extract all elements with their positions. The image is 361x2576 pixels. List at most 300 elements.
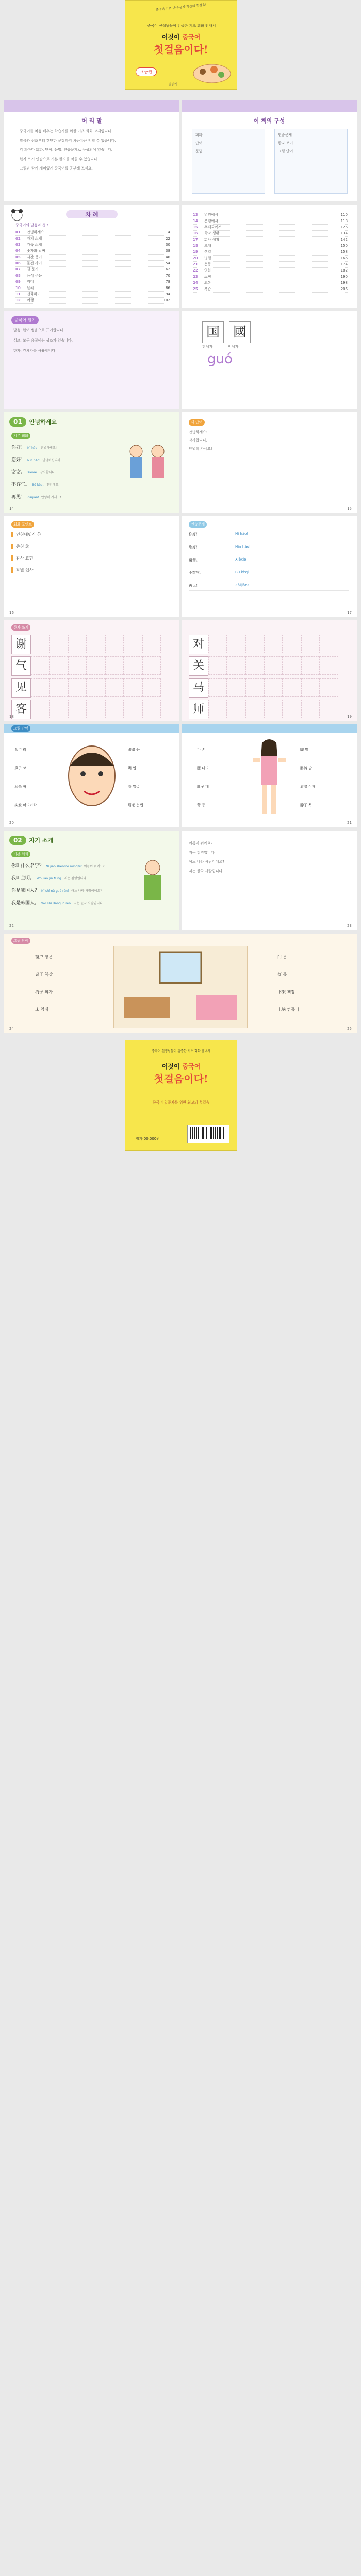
dialogue-korean: 이름이 뭐예요? bbox=[84, 865, 105, 868]
exercise-pinyin: Nǐ hǎo! bbox=[235, 532, 249, 536]
writing-model-char: 谢 bbox=[11, 635, 31, 654]
page-number: 18 bbox=[9, 715, 14, 719]
writing-grid-left bbox=[11, 635, 161, 721]
lesson1-dialogue-label: 기본 회화 bbox=[11, 433, 30, 439]
toc-entry-page: 174 bbox=[340, 262, 348, 266]
toc-entry bbox=[193, 249, 348, 256]
toc-entry-title: 자기 소개 bbox=[27, 236, 42, 241]
writing-practice-cell bbox=[105, 678, 124, 697]
dialogue-pinyin: Bú kèqi. bbox=[32, 483, 45, 487]
page-number: 23 bbox=[347, 924, 352, 928]
writing-practice-cell bbox=[283, 635, 301, 653]
dialogue-pinyin: Nín hǎo! bbox=[27, 459, 41, 462]
toc-entry-number: 03 bbox=[15, 243, 21, 247]
writing-practice-cell bbox=[124, 700, 142, 718]
intro-line: 성조: 모든 음절에는 성조가 있습니다. bbox=[13, 338, 73, 343]
writing-practice-cell bbox=[68, 656, 87, 675]
toc-entry-page: 14 bbox=[166, 230, 170, 234]
room-spread bbox=[0, 934, 361, 1037]
dialogue-line bbox=[11, 441, 114, 451]
room-word: 椅子 의자 bbox=[35, 990, 53, 994]
dialogue-pinyin: Wǒ jiào Jīn Míng. bbox=[37, 877, 62, 880]
dialogue-pinyin: Nǐ shì nǎ guó rén? bbox=[41, 889, 70, 893]
grammar-item: 인칭대명사 你 bbox=[11, 532, 171, 537]
toc-entry bbox=[15, 273, 170, 279]
structure-item: 그림 단어 bbox=[278, 149, 293, 154]
cover-title-highlight: 중국어 bbox=[182, 33, 201, 41]
toc-entry bbox=[193, 243, 348, 249]
toc-entry bbox=[15, 279, 170, 285]
dialogue-korean: 저는 한국 사람입니다. bbox=[73, 902, 104, 905]
toc-entry-number: 08 bbox=[15, 274, 21, 278]
preface-paragraph: 그림과 함께 재미있게 중국어를 공부해 보세요. bbox=[20, 166, 93, 171]
back-top-line: 중국어 선생님들이 검증한 기초 회화 안내서 bbox=[152, 1049, 210, 1053]
toc-entry-number: 22 bbox=[193, 268, 198, 273]
toc-entry-title: 명절 bbox=[204, 256, 211, 260]
toc-entry bbox=[193, 286, 348, 293]
two-people-illustration bbox=[121, 439, 172, 490]
exercise-hanzi: 谢谢。 bbox=[189, 558, 200, 562]
toc-entry bbox=[193, 274, 348, 280]
toc-entry bbox=[193, 212, 348, 218]
lesson1-left-page bbox=[4, 412, 179, 513]
dialogue-pinyin: Zàijiàn! bbox=[27, 496, 39, 499]
toc-entry bbox=[15, 248, 170, 255]
dialogue-pinyin: Xièxie. bbox=[27, 471, 38, 474]
page-number: 21 bbox=[347, 821, 352, 825]
writing-row bbox=[11, 656, 161, 676]
lesson2-explain-line: 이름이 뭐예요? bbox=[189, 841, 213, 845]
toc-entry-page: 126 bbox=[340, 225, 348, 229]
room-page bbox=[4, 934, 357, 1033]
page-number: 20 bbox=[9, 821, 14, 825]
toc-entry-title: 교통 bbox=[204, 281, 211, 285]
writing-practice-cell bbox=[264, 656, 283, 675]
grammar-item: 작별 인사 bbox=[11, 567, 171, 573]
writing-practice-cell bbox=[142, 678, 161, 697]
dialogue-line bbox=[11, 466, 114, 476]
writing-practice-cell bbox=[320, 678, 338, 697]
writing-practice-cell bbox=[227, 678, 245, 697]
dialogue-korean: 저는 김명입니다. bbox=[64, 877, 88, 880]
toc-entry bbox=[193, 225, 348, 231]
lesson1-explanation bbox=[189, 430, 349, 451]
intro-label: 중국어 알기 bbox=[11, 316, 39, 324]
room-word: 门 문 bbox=[277, 955, 287, 959]
toc-entry bbox=[193, 256, 348, 262]
structure-item: 단어 bbox=[195, 141, 203, 145]
writing-model-char: 关 bbox=[189, 656, 208, 676]
toc-entry bbox=[15, 298, 170, 304]
toc-entry-page: 182 bbox=[340, 268, 348, 273]
writing-practice-cell bbox=[124, 635, 142, 653]
toc-entry-number: 25 bbox=[193, 287, 198, 291]
picture-word: 肚子 배 bbox=[197, 785, 209, 789]
intro-line: 발음: 한어 병음으로 표기합니다. bbox=[13, 328, 65, 332]
lesson1-title: 안녕하세요 bbox=[29, 419, 57, 426]
toc-entry-number: 14 bbox=[193, 219, 198, 223]
toc-entry-number: 18 bbox=[193, 244, 198, 248]
lesson2-spread bbox=[0, 831, 361, 934]
room-word: 床 침대 bbox=[35, 1007, 48, 1012]
writing-practice-cell bbox=[208, 635, 227, 653]
dialogue-hanzi: 你叫什么名字？ bbox=[11, 863, 44, 869]
writing-practice-cell bbox=[87, 700, 105, 718]
intro-pinyin: guó bbox=[207, 351, 233, 367]
toc-entry-number: 02 bbox=[15, 236, 21, 241]
toc-entry-page: 206 bbox=[340, 287, 348, 291]
writing-practice-cell bbox=[50, 656, 68, 675]
dialogue-korean: 안녕히 가세요! bbox=[41, 496, 61, 499]
toc-entry bbox=[193, 262, 348, 268]
dialogue-line bbox=[11, 453, 114, 463]
writing-practice-cell bbox=[87, 656, 105, 675]
room-label: 그림 단어 bbox=[11, 938, 30, 944]
lesson1-explain-line: 안녕하세요! bbox=[189, 430, 208, 434]
writing-practice-cell bbox=[31, 656, 50, 675]
writing-practice-cell bbox=[31, 635, 50, 653]
intro-left-page bbox=[4, 311, 179, 409]
intro-side-label: 간체자 bbox=[202, 345, 213, 349]
lesson2-explain-line: 저는 한국 사람입니다. bbox=[189, 869, 224, 873]
panda-icon bbox=[9, 209, 25, 222]
lesson2-header bbox=[9, 836, 53, 845]
lesson2-number: 02 bbox=[9, 836, 26, 845]
room-word: 窗户 창문 bbox=[35, 955, 53, 959]
writing-practice-cell bbox=[105, 635, 124, 653]
dialogue-hanzi: 你是哪国人？ bbox=[11, 888, 40, 893]
writing-practice-cell bbox=[227, 635, 245, 653]
toc-entry-page: 118 bbox=[340, 219, 348, 223]
writing-practice-cell bbox=[208, 656, 227, 675]
face-page bbox=[4, 724, 179, 827]
page-number: 22 bbox=[9, 924, 14, 928]
toc-entry-page: 70 bbox=[166, 274, 170, 278]
toc-entry-number: 05 bbox=[15, 255, 21, 259]
toc-entry-title: 우체국에서 bbox=[204, 225, 222, 229]
writing-practice-cell bbox=[50, 700, 68, 718]
back-title-part2: 첫걸음이다! bbox=[154, 1073, 208, 1085]
toc-entry-number: 12 bbox=[15, 298, 21, 302]
intro-hanzi-simplified: 国 bbox=[202, 321, 224, 343]
toc-entry-title: 회사 생활 bbox=[204, 238, 220, 242]
writing-practice-cell bbox=[208, 700, 227, 718]
toc-list-right bbox=[193, 212, 348, 293]
lesson2-explain-line: 어느 나라 사람이에요? bbox=[189, 860, 225, 864]
toc-entry-title: 가족 소개 bbox=[27, 243, 42, 247]
toc-entry-title: 쇼핑 bbox=[204, 275, 211, 279]
structure-sample-right bbox=[274, 129, 348, 194]
toc-entry bbox=[193, 231, 348, 237]
toc-entry-title: 안녕하세요 bbox=[27, 230, 44, 234]
toc-entry-number: 13 bbox=[193, 213, 198, 217]
writing-practice-cell bbox=[283, 656, 301, 675]
writing-practice-cell bbox=[31, 700, 50, 718]
room-word: 桌子 책상 bbox=[35, 972, 53, 977]
toc-entry-number: 04 bbox=[15, 249, 21, 253]
writing-practice-cell bbox=[245, 656, 264, 675]
dialogue-hanzi: 我是韩国人。 bbox=[11, 901, 40, 906]
writing-practice-cell bbox=[245, 635, 264, 653]
toc-entry-page: 30 bbox=[166, 243, 170, 247]
writing-row bbox=[189, 635, 338, 654]
page-number: 14 bbox=[9, 506, 14, 511]
toc-title: 차 례 bbox=[66, 210, 118, 218]
lesson2-title: 자기 소개 bbox=[29, 837, 54, 844]
writing-practice-cell bbox=[208, 678, 227, 697]
writing-practice-cell bbox=[227, 656, 245, 675]
body-illustration bbox=[249, 738, 290, 820]
writing-practice-cell bbox=[245, 678, 264, 697]
intro-hanzi-traditional: 國 bbox=[229, 321, 251, 343]
dialogue-korean: 감사합니다. bbox=[40, 471, 56, 474]
writing-practice-cell bbox=[301, 700, 320, 718]
preface-page bbox=[4, 100, 179, 201]
dialogue-hanzi: 不客气。 bbox=[11, 482, 30, 487]
writing-practice-cell bbox=[320, 635, 338, 653]
lesson1-spread bbox=[0, 412, 361, 516]
cover-illustration bbox=[191, 59, 233, 84]
writing-model-char: 气 bbox=[11, 656, 31, 676]
back-cover bbox=[125, 1040, 237, 1151]
dialogue-korean: 천만에요. bbox=[46, 483, 60, 487]
picture-word: 脸 얼굴 bbox=[128, 785, 140, 789]
toc-entry-page: 38 bbox=[166, 249, 170, 253]
toc-entry-number: 20 bbox=[193, 256, 198, 260]
exercise-item bbox=[189, 570, 349, 578]
page-number: 16 bbox=[9, 611, 14, 615]
toc-entry-page: 190 bbox=[340, 275, 348, 279]
exercise-hanzi: 不客气。 bbox=[189, 571, 203, 575]
toc-entry-number: 01 bbox=[15, 230, 21, 234]
writing-practice-cell bbox=[68, 700, 87, 718]
toc-entry-number: 24 bbox=[193, 281, 198, 285]
dialogue-pinyin: Wǒ shì Hánguó rén. bbox=[41, 902, 72, 905]
lesson2-right-page bbox=[182, 831, 357, 930]
dialogue-line bbox=[11, 478, 114, 488]
cover-title-part1: 이것이 bbox=[161, 33, 180, 41]
writing-practice-cell bbox=[105, 656, 124, 675]
room-illustration bbox=[113, 946, 248, 1028]
toc-entry-number: 16 bbox=[193, 231, 198, 235]
cover-title-part2: 첫걸음이다! bbox=[154, 43, 208, 56]
exercise-hanzi: 你好！ bbox=[189, 532, 200, 536]
writing-practice-cell bbox=[264, 700, 283, 718]
picture-word: 鼻子 코 bbox=[14, 766, 26, 770]
writing-practice-cell bbox=[50, 635, 68, 653]
dialogue-korean: 안녕하십니까! bbox=[42, 459, 62, 462]
toc-entry-title: 숫자와 날짜 bbox=[27, 249, 46, 253]
exercise-list bbox=[189, 532, 349, 596]
lesson1-explain-line: 감사합니다. bbox=[189, 438, 208, 443]
writing-row bbox=[11, 700, 161, 719]
lesson2-explanation bbox=[189, 841, 349, 874]
preface-paragraph: 각 과마다 회화, 단어, 문법, 연습문제로 구성되어 있습니다. bbox=[20, 148, 113, 152]
toc-entry-number: 09 bbox=[15, 280, 21, 284]
toc-spread bbox=[0, 205, 361, 311]
writing-practice-cell bbox=[301, 656, 320, 675]
toc-entry-title: 운동 bbox=[204, 262, 211, 266]
lesson2-explain-line: 저는 김명입니다. bbox=[189, 851, 216, 855]
writing-model-char: 马 bbox=[189, 678, 208, 698]
writing-practice-cell bbox=[87, 635, 105, 653]
toc-entry bbox=[15, 255, 170, 261]
toc-entry-page: 46 bbox=[166, 255, 170, 259]
toc-entry-page: 94 bbox=[166, 292, 170, 296]
dialogue-line bbox=[11, 490, 114, 500]
writing-practice-cell bbox=[320, 700, 338, 718]
barcode-icon bbox=[190, 1127, 226, 1139]
intro-text bbox=[13, 328, 168, 353]
lesson1-header bbox=[9, 417, 57, 427]
cover-subtitle: 중국어 기초 단어·문장 학습의 첫걸음! bbox=[155, 3, 207, 12]
exercise-item bbox=[189, 583, 349, 591]
writing-practice-cell bbox=[142, 656, 161, 675]
toc-entry-number: 06 bbox=[15, 261, 21, 265]
writing-practice-cell bbox=[301, 635, 320, 653]
writing-model-char: 师 bbox=[189, 700, 208, 719]
exercise-pinyin: Zàijiàn! bbox=[235, 583, 249, 587]
cover-title bbox=[135, 31, 227, 56]
page-number: 19 bbox=[347, 715, 352, 719]
writing-practice-cell bbox=[264, 635, 283, 653]
picture-word: 背 등 bbox=[197, 803, 205, 807]
writing-practice-cell bbox=[68, 635, 87, 653]
cover-badge: 초급편 bbox=[136, 67, 157, 76]
face-illustration bbox=[63, 740, 120, 812]
body-page bbox=[182, 724, 357, 827]
picture-word: 胳膊 팔 bbox=[300, 766, 312, 770]
picture-word: 手 손 bbox=[197, 748, 205, 752]
exercise-item bbox=[189, 532, 349, 539]
picture-word: 眉毛 눈썹 bbox=[128, 803, 143, 807]
picture-word: 脖子 목 bbox=[300, 803, 312, 807]
grammar-right-page bbox=[182, 516, 357, 617]
writing-left-page bbox=[4, 620, 179, 721]
writing-row bbox=[189, 678, 338, 698]
picture-word: 头 머리 bbox=[14, 748, 26, 752]
intro-spread bbox=[0, 311, 361, 412]
dialogue-line bbox=[11, 859, 125, 869]
room-word: 灯 등 bbox=[277, 972, 287, 977]
toc-entry-page: 142 bbox=[340, 238, 348, 242]
picture-word: 耳朵 귀 bbox=[14, 785, 26, 789]
page-number: 17 bbox=[347, 611, 352, 615]
writing-practice-cell bbox=[142, 700, 161, 718]
back-tagline: 중국어 입문자를 위한 최고의 첫걸음 bbox=[134, 1098, 228, 1107]
cover-publisher: 출판사 bbox=[169, 83, 178, 87]
lesson1-number: 01 bbox=[9, 417, 26, 427]
toc-entry-title: 생일 bbox=[204, 250, 211, 254]
toc-entry-page: 102 bbox=[163, 298, 170, 302]
writing-practice-cell bbox=[283, 678, 301, 697]
picture-word: 腿 다리 bbox=[197, 766, 209, 770]
lesson1-dialogue bbox=[11, 441, 114, 503]
writing-model-char: 对 bbox=[189, 635, 208, 654]
room-word: 书架 책장 bbox=[277, 990, 295, 994]
lesson2-dialogue bbox=[11, 859, 125, 909]
grammar-list bbox=[11, 532, 171, 579]
toc-entry-page: 54 bbox=[166, 261, 170, 265]
toc-right-page bbox=[182, 205, 357, 308]
toc-entry-page: 78 bbox=[166, 280, 170, 284]
writing-right-page bbox=[182, 620, 357, 721]
toc-entry-number: 17 bbox=[193, 238, 198, 242]
preface-body bbox=[20, 129, 164, 171]
barcode bbox=[187, 1125, 229, 1143]
structure-item: 문법 bbox=[195, 149, 203, 154]
structure-item: 회화 bbox=[195, 133, 203, 137]
writing-grid-right bbox=[189, 635, 338, 721]
toc-entry bbox=[193, 218, 348, 225]
toc-entry-number: 11 bbox=[15, 292, 21, 296]
toc-entry-page: 110 bbox=[340, 213, 348, 217]
lesson1-vocab-label: 새 단어 bbox=[189, 419, 205, 426]
writing-practice-cell bbox=[264, 678, 283, 697]
exercise-item bbox=[189, 545, 349, 552]
toc-entry-page: 158 bbox=[340, 250, 348, 254]
structure-title: 이 책의 구성 bbox=[253, 117, 285, 124]
toc-entry-title: 음식 주문 bbox=[27, 274, 42, 278]
picture-word: 头发 머리카락 bbox=[14, 803, 37, 807]
writing-model-char: 见 bbox=[11, 678, 31, 698]
toc-entry-title: 물건 사기 bbox=[27, 261, 42, 265]
preface-paragraph: 발음과 성조부터 간단한 문장까지 차근차근 익힐 수 있습니다. bbox=[20, 139, 116, 143]
grammar-item: 존칭 您 bbox=[11, 544, 171, 549]
lesson1-right-page bbox=[182, 412, 357, 513]
toc-entry-number: 07 bbox=[15, 267, 21, 272]
writing-row bbox=[11, 678, 161, 698]
toc-entry-title: 복습 bbox=[204, 287, 211, 291]
dialogue-line bbox=[11, 872, 125, 882]
toc-entry-page: 86 bbox=[166, 286, 170, 290]
dialogue-hanzi: 我叫金明。 bbox=[11, 876, 35, 881]
back-title bbox=[135, 1061, 227, 1086]
toc-entry-title: 영화 bbox=[204, 268, 211, 273]
toc-entry bbox=[193, 280, 348, 286]
toc-entry-title: 초대 bbox=[204, 244, 211, 248]
structure-item: 연습문제 bbox=[278, 133, 292, 137]
dialogue-pinyin: Nǐ jiào shénme míngzi? bbox=[46, 865, 82, 868]
grammar-label: 회화 포인트 bbox=[11, 521, 34, 528]
structure-item: 한자 쓰기 bbox=[278, 141, 293, 145]
toc-entry-page: 166 bbox=[340, 256, 348, 260]
toc-entry-number: 21 bbox=[193, 262, 198, 266]
picture-label: 그림 단어 bbox=[11, 725, 30, 732]
exercise-item bbox=[189, 557, 349, 565]
writing-practice-cell bbox=[320, 656, 338, 675]
toc-entry-page: 150 bbox=[340, 244, 348, 248]
lesson1-grammar-spread bbox=[0, 516, 361, 620]
writing-practice-cell bbox=[87, 678, 105, 697]
toc-entry-page: 22 bbox=[166, 236, 170, 241]
dialogue-hanzi: 您好！ bbox=[11, 457, 26, 463]
exercise-label: 연습문제 bbox=[189, 521, 207, 528]
writing-practice-cell bbox=[245, 700, 264, 718]
toc-entry-title: 취미 bbox=[27, 280, 34, 284]
picture-word: 嘴 입 bbox=[128, 766, 136, 770]
intro-side-label: 번체자 bbox=[228, 345, 239, 349]
toc-entry bbox=[15, 236, 170, 242]
toc-entry-title: 여행 bbox=[27, 298, 34, 302]
writing-practice-cell bbox=[301, 678, 320, 697]
toc-entry-number: 19 bbox=[193, 250, 198, 254]
toc-entry bbox=[15, 292, 170, 298]
writing-label: 한자 쓰기 bbox=[11, 624, 30, 631]
cover-section bbox=[0, 0, 361, 98]
grammar-left-page bbox=[4, 516, 179, 617]
toc-entry bbox=[15, 285, 170, 292]
